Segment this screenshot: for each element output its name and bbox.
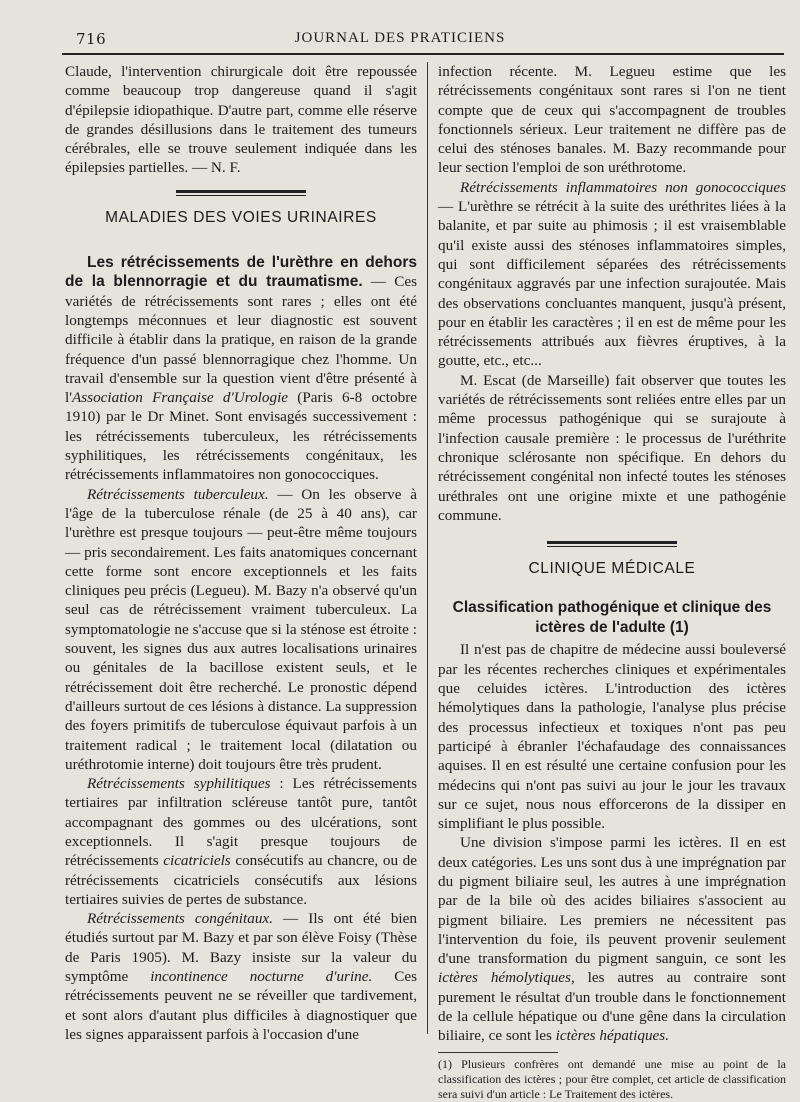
text-inflammatoires: — L'urèthre se rétrécit à la suite des uréthrites liées à la balanite, et par suite au phimosis ; il est vraisemblable qu'il existe aussi des sténoses inflammatoires simples, qui sont difficilement séparées des rétrécissements congénitaux aggravés par une infection surajoutée. Mais des observations concluantes manquent, jusqu'à présent, pour en établir les caractères ; il en est de même pour les rétrécissements attribués aux fièvres éruptives, à la goutte, etc., etc... — [438, 198, 786, 370]
article-paragraph-1 — [65, 253, 417, 485]
section-divider-thin — [176, 195, 306, 196]
paragraph-escat: M. Escat (de Marseille) fait observer que toutes les variétés de rétrécissements sont reliées entre elles par un même processus pathogénique qui se surajoute à l'infection causale première : le processus de l'uréthrite chronique sclérosante non spécifique. En dehors du rétrécissement congénital non infecté toutes les sténoses uréthrales ont une origine mixte et une pathogénie commune. — [438, 371, 786, 524]
text-congenitaux-b: Ces rétrécissements peuvent ne se réveiller que tardivement, et sont alors d'autant plus difficiles à diagnostiquer que les signes apparaissent parfois à l'occasion d'une — [65, 968, 418, 1043]
footnote-rule — [438, 1052, 558, 1053]
text-syphilitiques-a: : Les rétrécissements tertiaires par infiltration scléreuse tantôt pure, tantôt accompagnant des gommes ou des ulcérations, sont exceptionnels. Il s'agit presque toujours de rétrécissements — [65, 775, 418, 870]
text-tuberculeux: — On les observe à l'âge de la tuberculose rénale (de 25 à 40 ans), car l'urèthre est presque toujours — peut-être même toujours — pris secondairement. Les faits anatomiques concernant cette forme sont encore exceptionnels et les faits cliniques peu précis (Legueu). M. Bazy n'a observé qu'un seul cas de rétrécissement vraiment tuberculeux. La symptomatologie ne s'accuse que si la sténose est étroite : souvent, les signes dus aux autres localisations urinaires ou génitales de la bacillose existent seuls, et le rétrécissement doit être recherché. Le pronostic dépend d'ailleurs surtout de ces lésions à distance. La suppression des foyers primitifs de tuberculose équivaut parfois à un traitement radical ; le traitement local (dilatation ou uréthrotomie interne) doit toujours être très prudent. — [65, 485, 418, 773]
intro-paragraph: Claude, l'intervention chirurgicale doit être repoussée comme beaucoup trop dangereuse quand il s'agit d'épilepsie idiopathique. D'autre part, comme elle réserve de grandes désillusions dans le traitement des tumeurs cérébrales, elle se trouve seulement indiquée dans les épilepsies partielles. — N. F. — [65, 63, 417, 177]
p1-italic: Association Française d'Urologie — [71, 389, 289, 407]
subheading-inflammatoires: Rétrécissements inflammatoires non gonococciques — [460, 178, 786, 196]
paragraph-icteres-1: Il n'est pas de chapitre de médecine aussi bouleversé par les récentes recherches cliniques et expérimentales que celuides ictères. L'introduction des ictères hémolytiques dans la pathologie, l'analyse plus précise des processus infectieux et toxiques n'ont pas peu participé à ébranler l'échafaudage des connaissances aquises. Il en est résulté une certaine confusion pour les médecins qui n'ont pas suivi au jour le jour les travaux sur ce sujet, nous nous efforcerons de la dissiper en simplifiant le plus possible. — [438, 641, 786, 833]
article-title: Les rétrécissements de l'urèthre en dehors de la blennorragie et du traumatisme. — [65, 254, 417, 291]
paragraph-tuberculeux — [65, 485, 417, 774]
header-rule — [62, 53, 784, 55]
subheading-syphilitiques: Rétrécissements syphilitiques — [87, 775, 271, 793]
paragraph-inflammatoires — [438, 178, 786, 371]
section-heading-clinique: CLINIQUE MÉDICALE — [528, 560, 696, 578]
italic-hepatiques: ictères hépatiques. — [555, 1027, 669, 1045]
page-number: 716 — [76, 30, 107, 48]
italic-hemolytiques: ictères hémolytiques, — [438, 969, 575, 987]
footnote: (1) Plusieurs confrères ont demandé une mise au point de la classification des ictères ; pour être complet, cet article de classification sera suivi d'un article : Le Traitement des ictères. — [438, 1056, 786, 1101]
text-syphilitiques-b: consécutifs au chancre, ou de rétrécissements cicatriciels consécutifs aux lésions tertiaires suivies de pertes de substance. — [65, 852, 417, 908]
section-divider — [547, 541, 677, 544]
running-head: JOURNAL DES PRATICIENS — [294, 30, 506, 46]
italic-cicatriciels: cicatriciels — [163, 852, 231, 870]
paragraph-congenitaux — [65, 909, 417, 1044]
paragraph-syphilitiques — [65, 774, 417, 909]
paragraph-continuation: infection récente. M. Legueu estime que les rétrécissements congénitaux sont rares si l'on ne tient compte que de ceux qui s'accompagnent de troubles fonctionnels sérieux. Leur traitement ne diffère pas de celui des sténoses banales. M. Bazy recommande pour leur section l'emploi de son uréthrotome. — [438, 63, 786, 177]
right-column — [438, 62, 786, 1101]
italic-incontinence: incontinence nocturne d'urine. — [150, 968, 373, 986]
subheading-congenitaux: Rétrécissements congénitaux. — [87, 910, 273, 928]
section-heading-urinaires: MALADIES DES VOIES URINAIRES — [105, 208, 377, 226]
section-divider-thin — [547, 546, 677, 547]
text-icteres-b: les autres au contraire sont purement le résultat d'un trouble dans le fonctionnement de la cellule hépatique ou d'une gêne dans la circulation biliaire, ce sont les — [438, 969, 786, 1045]
p1-text-b: (Paris 6-8 octobre 1910) par le Dr Minet. Sont envisagés successivement : les rétrécissements tuberculeux, les rétrécissements syphilitiques, les rétrécissements congénitaux, les rétrécissements inflammatoires non gonococciques. — [65, 389, 418, 484]
left-column — [65, 62, 418, 1043]
article-title-icteres: Classification pathogénique et clinique des ictères de l'adulte (1) — [452, 599, 772, 637]
p1-text-a: — Ces variétés de rétrécissements sont rares ; elles ont été longtemps méconnues et leur diagnostic est souvent difficile à établir dans la pratique, en raison de la grande fréquence d'un passé blennorragique chez l'homme. Un travail d'ensemble sur la question vient d'être présenté à l' — [65, 273, 418, 407]
column-divider — [427, 62, 428, 1034]
subheading-tuberculeux: Rétrécissements tuberculeux. — [87, 485, 269, 503]
text-icteres-a: Une division s'impose parmi les ictères. Il en est deux catégories. Les uns sont dus à une imprégnation par du pigment biliaire seul, les autres à une imprégnation par de la bile où des acides biliaires s'associent au pigment biliaire. Les premiers ne nécessitent pas l'intervention du foie, ils peuvent provenir seulement d'une transformation du pigment sanguin, ce sont les — [438, 834, 786, 968]
text-congenitaux-a: — Ils ont été bien étudiés surtout par M. Bazy et par son élève Foisy (Thèse de Paris 1905). M. Bazy insiste sur la valeur du symptôme — [65, 910, 417, 986]
section-divider — [176, 190, 306, 193]
paragraph-icteres-2 — [438, 833, 786, 1045]
